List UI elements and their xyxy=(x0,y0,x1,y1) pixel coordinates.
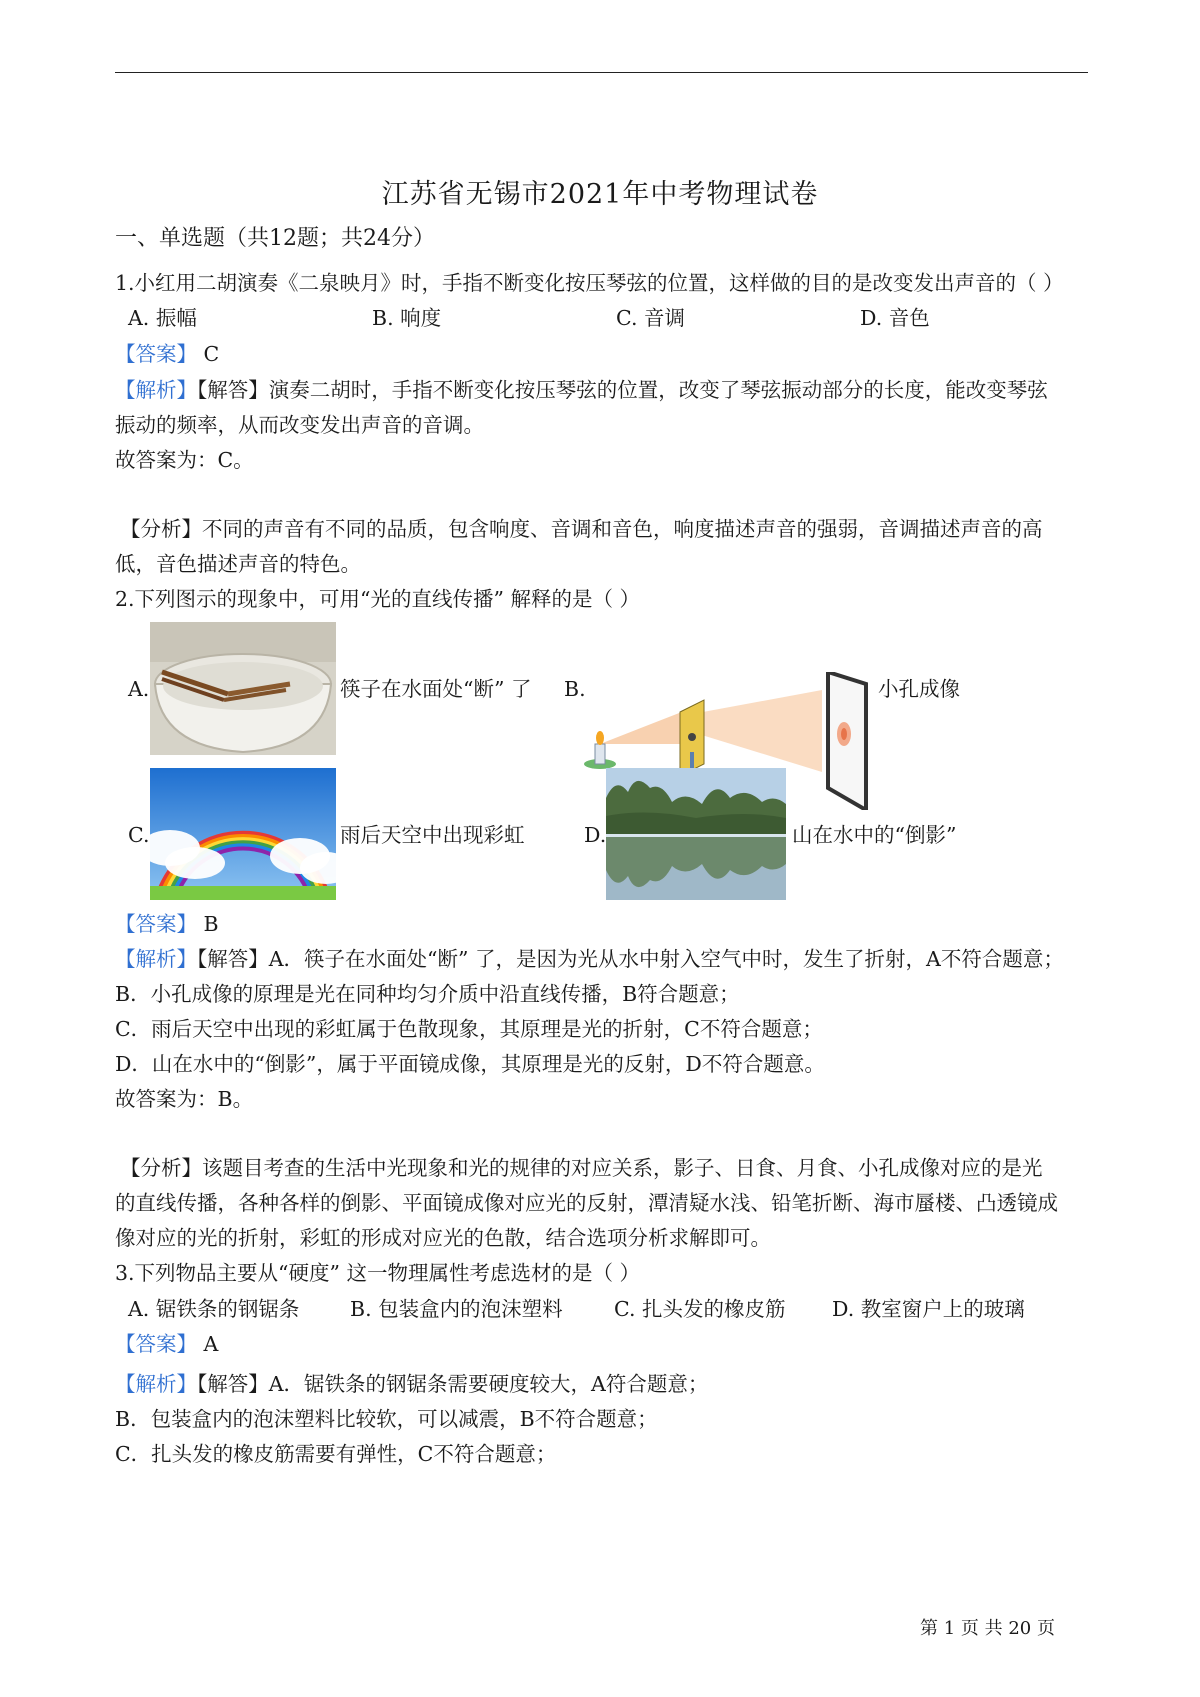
q2-note-line-1: 【分析】该题目考查的生活中光现象和光的规律的对应关系，影子、日食、月食、小孔成像对应的是光 xyxy=(120,1156,1043,1180)
q3-option-b: B. 包装盒内的泡沫塑料 xyxy=(350,1297,563,1321)
q1-option-c: C. 音调 xyxy=(616,306,685,330)
q2-note-line-3: 像对应的光的折射，彩虹的形成对应光的色散，结合选项分析求解即可。 xyxy=(115,1226,771,1250)
answer-label: 【答案】 xyxy=(115,342,197,366)
chopsticks-bowl-image xyxy=(150,622,336,755)
q3-solution-line-3: C．扎头发的橡皮筋需要有弹性，C不符合题意； xyxy=(115,1442,557,1466)
analysis-label: 【解析】 xyxy=(115,1372,197,1396)
q1-answer: C xyxy=(203,342,220,366)
q3-option-c: C. 扎头发的橡皮筋 xyxy=(614,1297,786,1321)
q3-answer: A xyxy=(203,1332,219,1356)
q3-solution-line-1 xyxy=(115,1371,708,1397)
q2-solution-text: 【解答】A．筷子在水面处“断” 了，是因为光从水中射入空气中时，发生了折射，A不符合题意； xyxy=(197,947,1064,971)
q1-option-b: B. 响度 xyxy=(372,306,442,330)
q2-option-c-letter: C. xyxy=(128,823,150,847)
q3-solution-line-2: B．包装盒内的泡沫塑料比较软，可以减震，B不符合题意； xyxy=(115,1407,658,1431)
q2-solution-line-2: B．小孔成像的原理是光在同种均匀介质中沿直线传播，B符合题意； xyxy=(115,982,740,1006)
analysis-label: 【解析】 xyxy=(115,378,197,402)
page-footer: 第 1 页 共 20 页 xyxy=(920,1618,1055,1639)
q2-option-d-caption: 山在水中的“倒影” xyxy=(792,823,957,847)
q3-solution-text: 【解答】A．锯铁条的钢锯条需要硬度较大，A符合题意； xyxy=(197,1372,709,1396)
q1-option-a: A. 振幅 xyxy=(128,306,197,330)
q2-option-b-caption: 小孔成像 xyxy=(878,677,960,701)
q2-answer: B xyxy=(203,912,219,936)
section-heading: 一、单选题（共12题；共24分） xyxy=(115,226,435,251)
q1-note-line-1: 【分析】不同的声音有不同的品质，包含响度、音调和音色，响度描述声音的强弱，音调描述声音的高 xyxy=(120,517,1043,541)
q1-note-line-2: 低，音色描述声音的特色。 xyxy=(115,552,361,576)
q1-answer-line xyxy=(115,341,219,367)
rainbow-image xyxy=(150,768,336,900)
page-title: 江苏省无锡市2021年中考物理试卷 xyxy=(381,179,819,210)
q2-answer-line xyxy=(115,911,219,937)
q2-option-c-caption: 雨后天空中出现彩虹 xyxy=(340,823,525,847)
q2-option-b-letter: B. xyxy=(564,677,586,701)
q1-solution-line-2: 振动的频率，从而改变发出声音的音调。 xyxy=(115,413,484,437)
header-rule xyxy=(115,72,1088,73)
q1-option-d: D. 音色 xyxy=(860,306,930,330)
q2-final: 故答案为：B。 xyxy=(115,1087,254,1111)
q2-option-a-letter: A. xyxy=(128,677,150,701)
q2-note-line-2: 的直线传播，各种各样的倒影、平面镜成像对应光的反射，潭清疑水浅、铅笔折断、海市蜃楼、凸透镜成 xyxy=(115,1191,1058,1215)
q1-solution-line-1 xyxy=(115,377,1048,403)
q1-solution-text: 【解答】演奏二胡时，手指不断变化按压琴弦的位置，改变了琴弦振动部分的长度，能改变琴弦 xyxy=(197,378,1048,402)
q2-solution-line-4: D．山在水中的“倒影”，属于平面镜成像，其原理是光的反射，D不符合题意。 xyxy=(115,1052,825,1076)
answer-label: 【答案】 xyxy=(115,1332,197,1356)
q2-solution-line-1 xyxy=(115,946,1064,972)
q2-solution-line-3: C．雨后天空中出现的彩虹属于色散现象，其原理是光的折射，C不符合题意； xyxy=(115,1017,823,1041)
answer-label: 【答案】 xyxy=(115,912,197,936)
q3-option-d: D. 教室窗户上的玻璃 xyxy=(832,1297,1025,1321)
q2-stem: 2.下列图示的现象中，可用“光的直线传播” 解释的是（ ） xyxy=(115,587,641,611)
q3-option-a: A. 锯铁条的钢锯条 xyxy=(128,1297,300,1321)
q3-stem: 3.下列物品主要从“硬度” 这一物理属性考虑选材的是（ ） xyxy=(115,1261,641,1285)
q3-answer-line xyxy=(115,1331,218,1357)
q1-final: 故答案为：C。 xyxy=(115,448,254,472)
mountain-reflection-image xyxy=(606,768,786,900)
q2-option-a-caption: 筷子在水面处“断” 了 xyxy=(340,677,532,701)
q2-option-d-letter: D. xyxy=(584,823,607,847)
analysis-label: 【解析】 xyxy=(115,947,197,971)
q1-stem: 1.小红用二胡演奏《二泉映月》时，手指不断变化按压琴弦的位置，这样做的目的是改变发出声音的（ ） xyxy=(115,271,1064,295)
